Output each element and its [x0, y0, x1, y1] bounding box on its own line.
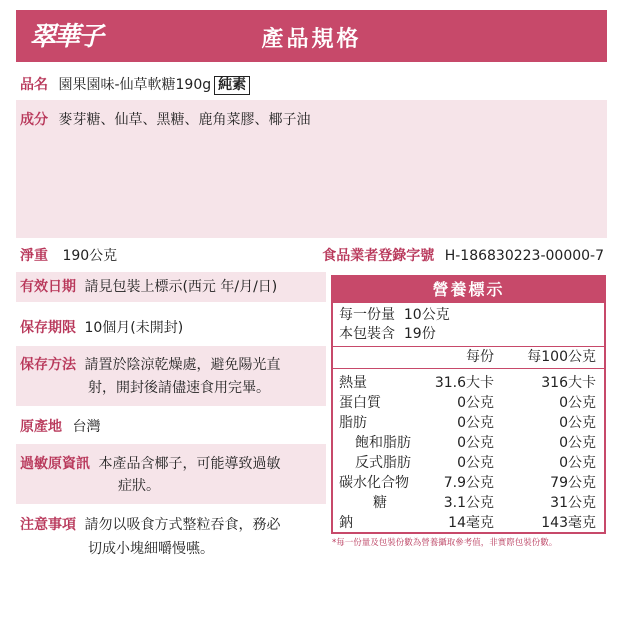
- shelf-life-row: [20, 318, 183, 338]
- storage-label: 保存方法: [20, 357, 76, 373]
- nutrition-divider: [333, 368, 604, 369]
- nutrition-row: [339, 473, 596, 493]
- nutrition-row: [339, 413, 596, 433]
- registration-value: H-186830223-00000-7: [444, 248, 604, 264]
- nutrient-per-100g: 0公克: [559, 435, 596, 451]
- notice-line-1: 請勿以吸食方式整粒吞食，務必: [84, 517, 281, 533]
- storage-line-1: 請置於陰涼乾燥處，避免陽光直: [84, 357, 281, 373]
- nutrient-per-100g: 79公克: [550, 475, 596, 491]
- nutrient-per-serving: 0公克: [457, 415, 494, 431]
- nutrient-name: 糖: [373, 495, 387, 511]
- nutrient-per-serving: 7.9公克: [443, 475, 494, 491]
- nutrient-name: 鈉: [339, 515, 353, 531]
- notice-label: 注意事項: [20, 517, 76, 533]
- registration-label: 食品業者登錄字號: [322, 248, 435, 264]
- allergen-line-1: 本產品含椰子，可能導致過敏: [98, 456, 281, 472]
- origin-row: [20, 417, 100, 437]
- registration-row: [322, 246, 604, 266]
- serving-size: 每一份量 10公克: [339, 307, 450, 323]
- nutrition-row: [339, 493, 596, 513]
- net-weight-label: 淨重: [20, 248, 48, 264]
- header-bar: [16, 10, 607, 62]
- brand-logo: 翠華子: [30, 22, 103, 52]
- allergen-row: [20, 454, 280, 474]
- expiry-row: [20, 277, 277, 297]
- nutrient-per-100g: 0公克: [559, 415, 596, 431]
- notice-row: [20, 515, 280, 535]
- shelf-life-label: 保存期限: [20, 320, 76, 336]
- nutrition-title: 營養標示: [333, 277, 604, 303]
- servings-per-pack: 本包裝含 19份: [339, 326, 436, 342]
- per-serving-header: 每份: [466, 349, 494, 365]
- nutrition-row: [339, 453, 596, 473]
- nutrient-per-100g: 316大卡: [541, 375, 596, 391]
- nutrition-column-header: [339, 347, 596, 367]
- allergen-line-2: 症狀。: [118, 478, 160, 494]
- nutrient-per-serving: 0公克: [457, 455, 494, 471]
- nutrient-per-100g: 0公克: [559, 455, 596, 471]
- page-title: 產品規格: [261, 27, 362, 52]
- nutrition-row: [339, 373, 596, 393]
- origin-value: 台灣: [72, 419, 101, 435]
- product-name-label: 品名: [20, 77, 48, 93]
- nutrient-name: 飽和脂肪: [355, 435, 411, 451]
- per-100g-header: 每100公克: [527, 349, 596, 365]
- nutrient-per-serving: 0公克: [457, 435, 494, 451]
- product-name-value: 園果園味-仙草軟糖190g: [58, 77, 212, 93]
- storage-row: [20, 355, 280, 375]
- nutrition-row: [339, 433, 596, 453]
- notice-line-2: 切成小塊細嚼慢嚥。: [88, 541, 214, 557]
- storage-line-2: 射，開封後請儘速食用完畢。: [88, 380, 270, 396]
- nutrient-per-serving: 3.1公克: [443, 495, 494, 511]
- expiry-label: 有效日期: [20, 279, 76, 295]
- nutrient-per-serving: 14毫克: [448, 515, 494, 531]
- allergen-panel: [16, 444, 326, 504]
- nutrient-per-100g: 0公克: [559, 395, 596, 411]
- shelf-life-value: 10個月(未開封): [84, 320, 184, 336]
- allergen-label: 過敏原資訊: [20, 456, 90, 472]
- nutrition-facts-table: [331, 275, 606, 534]
- serving-size-row: [339, 305, 596, 325]
- nutrient-name: 脂肪: [339, 415, 367, 431]
- ingredients-value: 麥芽糖、仙草、黑糖、鹿角菜膠、椰子油: [58, 112, 311, 128]
- net-weight-value: 190公克: [62, 248, 118, 264]
- vegan-badge: 純素: [214, 76, 250, 95]
- expiry-value: 請見包裝上標示(西元 年/月/日): [84, 279, 278, 295]
- nutrient-name: 碳水化合物: [339, 475, 409, 491]
- nutrient-name: 反式脂肪: [355, 455, 411, 471]
- ingredients-label: 成分: [20, 112, 48, 128]
- servings-row: [339, 324, 596, 344]
- net-weight-row: [20, 246, 117, 266]
- nutrition-row: [339, 393, 596, 413]
- nutrient-name: 熱量: [339, 375, 367, 391]
- nutrient-per-serving: 31.6大卡: [434, 375, 494, 391]
- product-name-row: [20, 75, 250, 95]
- nutrition-row: [339, 513, 596, 533]
- nutrient-per-100g: 143毫克: [541, 515, 596, 531]
- ingredients-row: [20, 110, 310, 130]
- nutrient-per-100g: 31公克: [550, 495, 596, 511]
- nutrient-name: 蛋白質: [339, 395, 381, 411]
- nutrient-per-serving: 0公克: [457, 395, 494, 411]
- origin-label: 原產地: [20, 419, 62, 435]
- nutrition-footnote: *每一份量及包裝份數為營養攝取參考值，非實際包裝份數。: [332, 538, 558, 548]
